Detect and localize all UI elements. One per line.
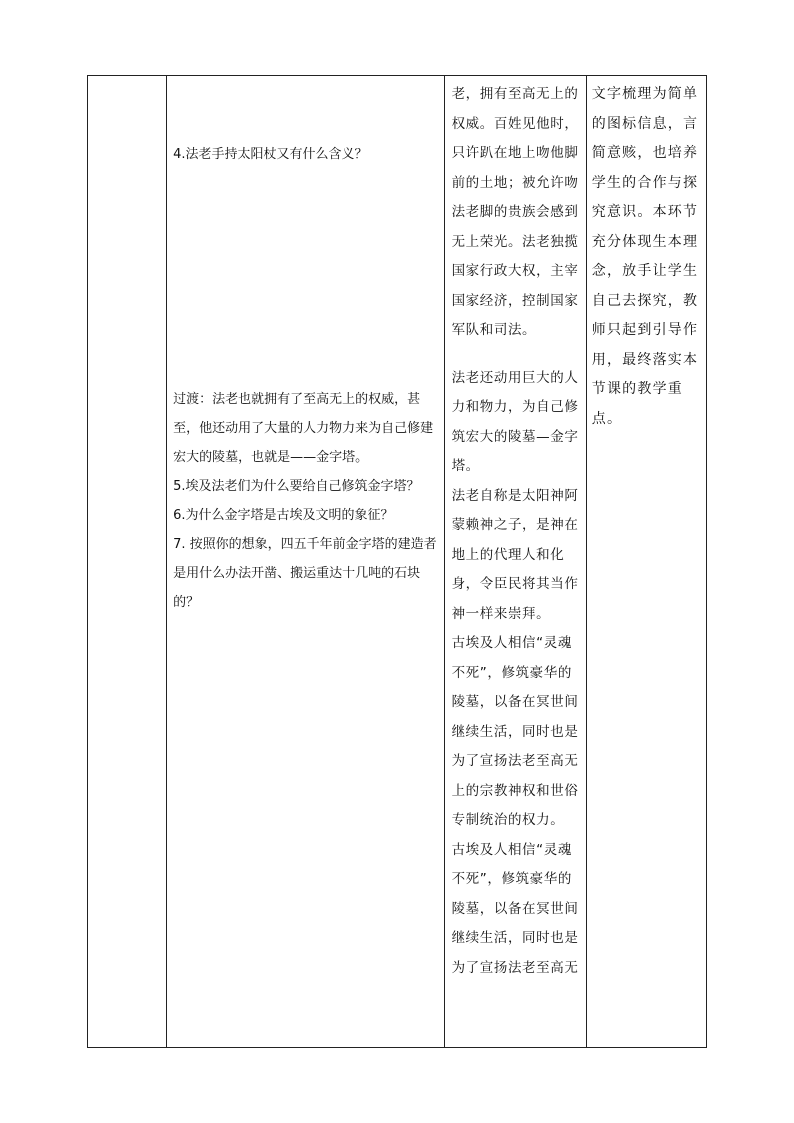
answer-paragraph: 老，拥有至高无上的权威。百姓见他时，只许趴在地上吻他脚前的土地；被允许吻法老脚的贵族会感到无上荣光。法老独揽国家行政大权，主宰国家经济，控制国家军队和司法。 [451,86,579,338]
stage-cell [88,76,167,1048]
answer-paragraph: 古埃及人相信“灵魂不死”，修筑豪华的陵墓，以备在冥世间继续生活，同时也是为了宣扬法老至高无上的宗教神权和世俗专制统治的权力。 [451,635,579,828]
design-note-cell [586,76,706,1048]
question-7: 7. 按照你的想象，四五千年前金字塔的建造者是用什么办法开凿、搬运重达十几吨的石块的？ [173,537,437,610]
question-4: 4.法老手持太阳杖又有什么含义？ [173,147,368,162]
transition-text: 过渡：法老也就拥有了至高无上的权威，甚至，他还动用了大量的人力物力来为自己修建宏大的陵墓，也就是——金字塔。 [173,392,434,465]
questions-cell [167,76,444,1048]
question-6: 6.为什么金字塔是古埃及文明的象征？ [173,508,394,523]
table-row [88,76,707,1048]
design-note: 文字梳理为简单的图标信息，言简意赅，也培养学生的合作与探究意识。本环节充分体现生本理念，放手让学生自己去探究，教师只起到引导作用，最终落实本节课的教学重点。 [591,86,699,427]
answer-paragraph: 古埃及人相信“灵魂不死”，修筑豪华的陵墓，以备在冥世间继续生活，同时也是为了宣扬法老至高无 [451,841,579,976]
answer-paragraph: 法老还动用巨大的人力和物力，为自己修筑宏大的陵墓—金字塔。 [451,369,579,474]
question-5: 5.埃及法老们为什么要给自己修筑金字塔？ [173,479,420,494]
lesson-plan-table [87,75,707,1048]
answer-paragraph: 法老自称是太阳神阿蒙赖神之子，是神在地上的代理人和化身，令臣民将其当作神一样来崇拜。 [451,487,579,622]
answers-cell [444,76,586,1048]
